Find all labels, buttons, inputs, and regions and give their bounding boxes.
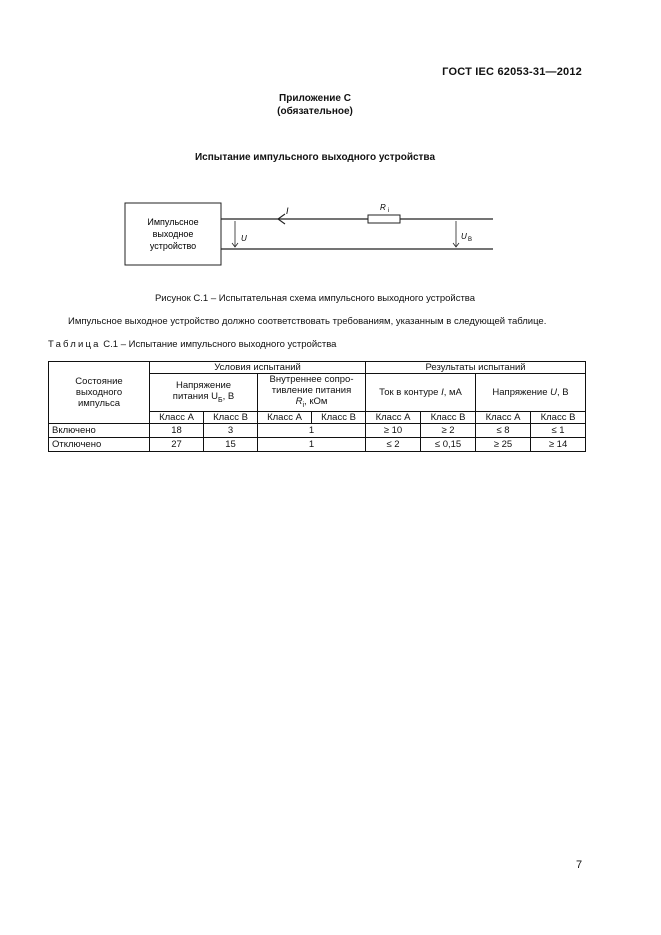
header-supply-unit: , В (222, 390, 235, 402)
current-label: I (286, 206, 289, 216)
cell-supply-b: 3 (204, 423, 258, 437)
voltage-label-ub: U (461, 232, 467, 241)
device-label-line3: устройство (149, 241, 197, 251)
cell-voltage-b: ≥ 14 (531, 437, 586, 451)
device-label-line1: Импульсное (147, 217, 199, 227)
header-resistance-line2: тивление питания (271, 385, 352, 396)
header-voltage-symbol: U (550, 386, 558, 398)
cell-current-b: ≥ 2 (421, 423, 476, 437)
section-title: Испытание импульсного выходного устройства (194, 152, 436, 163)
resistor-label: R (380, 203, 386, 212)
resistor-subscript: i (388, 208, 390, 214)
header-supply-sub: Б (217, 396, 223, 404)
cell-resistance: 1 (258, 423, 366, 437)
annex-subtitle: (обязательное) (277, 106, 353, 117)
class-label: Класс А (366, 411, 421, 423)
cell-voltage-a: ≤ 8 (476, 423, 531, 437)
test-results-table (48, 361, 586, 452)
cell-supply-a: 18 (150, 423, 204, 437)
header-resistance-unit: , кОм (304, 396, 328, 407)
cell-current-a: ≥ 10 (366, 423, 421, 437)
device-label-line2: выходное (152, 229, 194, 239)
header-resistance-sub: i (302, 401, 305, 409)
cell-resistance: 1 (258, 437, 366, 451)
header-state (49, 362, 150, 424)
row-state: Включено (49, 423, 150, 437)
voltage-label-ub-subscript: B (468, 237, 473, 243)
class-label: Класс В (204, 411, 258, 423)
voltage-label-u: U (241, 234, 247, 243)
header-state-line2: выходного (75, 386, 123, 398)
header-current-symbol: I (441, 386, 444, 398)
cell-voltage-a: ≥ 25 (476, 437, 531, 451)
class-label: Класс А (150, 411, 204, 423)
test-circuit-diagram (115, 195, 500, 270)
header-current-text: Ток в контуре (379, 386, 442, 398)
class-label: Класс В (421, 411, 476, 423)
table-caption (48, 339, 336, 350)
table-caption-prefix: Таблица (48, 339, 101, 350)
requirement-paragraph: Импульсное выходное устройство должно соответствовать требованиям, указанным в следующей таблице. (68, 316, 547, 327)
header-conditions: Условия испытаний (150, 362, 366, 374)
header-voltage-text: Напряжение (492, 386, 551, 398)
cell-voltage-b: ≤ 1 (531, 423, 586, 437)
header-voltage-unit: , В (557, 386, 569, 398)
cell-current-a: ≤ 2 (366, 437, 421, 451)
header-results: Результаты испытаний (366, 362, 586, 374)
header-internal-resistance (258, 374, 366, 412)
row-state: Отключено (49, 437, 150, 451)
header-loop-current (366, 374, 476, 412)
class-label: Класс А (476, 411, 531, 423)
header-supply-line2 (152, 391, 255, 406)
cell-supply-a: 27 (150, 437, 204, 451)
cell-supply-b: 15 (204, 437, 258, 451)
class-label: Класс В (312, 411, 366, 423)
annex-heading (0, 92, 630, 118)
header-state-line3: импульса (77, 397, 121, 409)
header-supply-text: питания U (172, 390, 218, 402)
header-resistance-symbol: R (295, 396, 303, 407)
table-caption-text: С.1 – Испытание импульсного выходного устройства (103, 339, 337, 350)
header-resistance-line1: Внутреннее сопро- (269, 374, 354, 385)
table-row (49, 423, 586, 437)
page-number: 7 (576, 859, 583, 871)
header-voltage-u (476, 374, 586, 412)
header-resistance-line3 (260, 396, 363, 411)
table-row (49, 437, 586, 451)
class-label: Класс В (531, 411, 586, 423)
header-state-line1: Состояние (75, 375, 123, 387)
header-supply-line1: Напряжение (175, 379, 232, 391)
figure-caption: Рисунок С.1 – Испытательная схема импульсного выходного устройства (154, 293, 476, 304)
cell-current-b: ≤ 0,15 (421, 437, 476, 451)
header-supply-voltage (150, 374, 258, 412)
class-label: Класс А (258, 411, 312, 423)
header-current-unit: , мА (443, 386, 462, 398)
annex-title: Приложение С (279, 93, 351, 104)
resistor (368, 215, 400, 223)
standard-designation: ГОСТ IEC 62053-31—2012 (442, 66, 582, 78)
